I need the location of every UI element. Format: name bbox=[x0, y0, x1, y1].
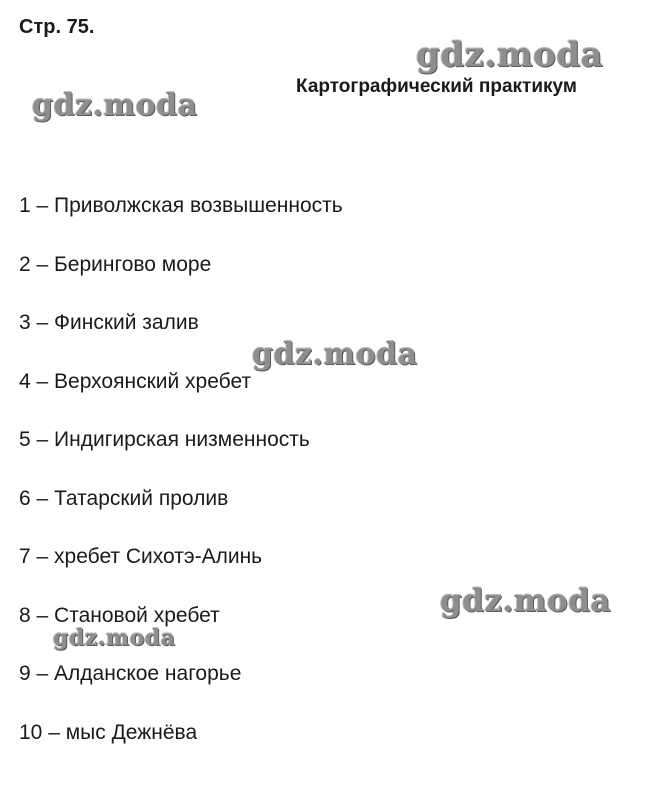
answer-item-2: 2 – Берингово море bbox=[19, 252, 212, 276]
answer-item-3: 3 – Финский залив bbox=[19, 311, 199, 334]
answer-item-10: 10 – мыс Дежнёва bbox=[19, 720, 198, 744]
watermark-logo: gdz.moda bbox=[53, 625, 176, 651]
answer-item-1: 1 – Приволжская возвышенность bbox=[19, 194, 343, 217]
answer-item-6: 6 – Татарский пролив bbox=[19, 486, 229, 510]
answer-item-8: 8 – Становой хребет bbox=[19, 603, 220, 627]
watermark-logo: gdz.moda bbox=[416, 35, 604, 75]
answer-item-9: 9 – Алданское нагорье bbox=[19, 662, 242, 685]
answer-item-7: 7 – хребет Сихотэ-Алинь bbox=[19, 545, 263, 568]
watermark-logo: gdz.moda bbox=[252, 337, 418, 372]
watermark-logo: gdz.moda bbox=[32, 88, 198, 123]
answer-item-5: 5 – Индигирская низменность bbox=[19, 428, 310, 451]
page-reference: Стр. 75. bbox=[19, 16, 95, 38]
page-title: Картографический практикум bbox=[296, 76, 577, 97]
answer-list bbox=[19, 193, 343, 778]
answer-item-4: 4 – Верхоянский хребет bbox=[19, 369, 252, 393]
watermark-logo: gdz.moda bbox=[440, 583, 611, 619]
